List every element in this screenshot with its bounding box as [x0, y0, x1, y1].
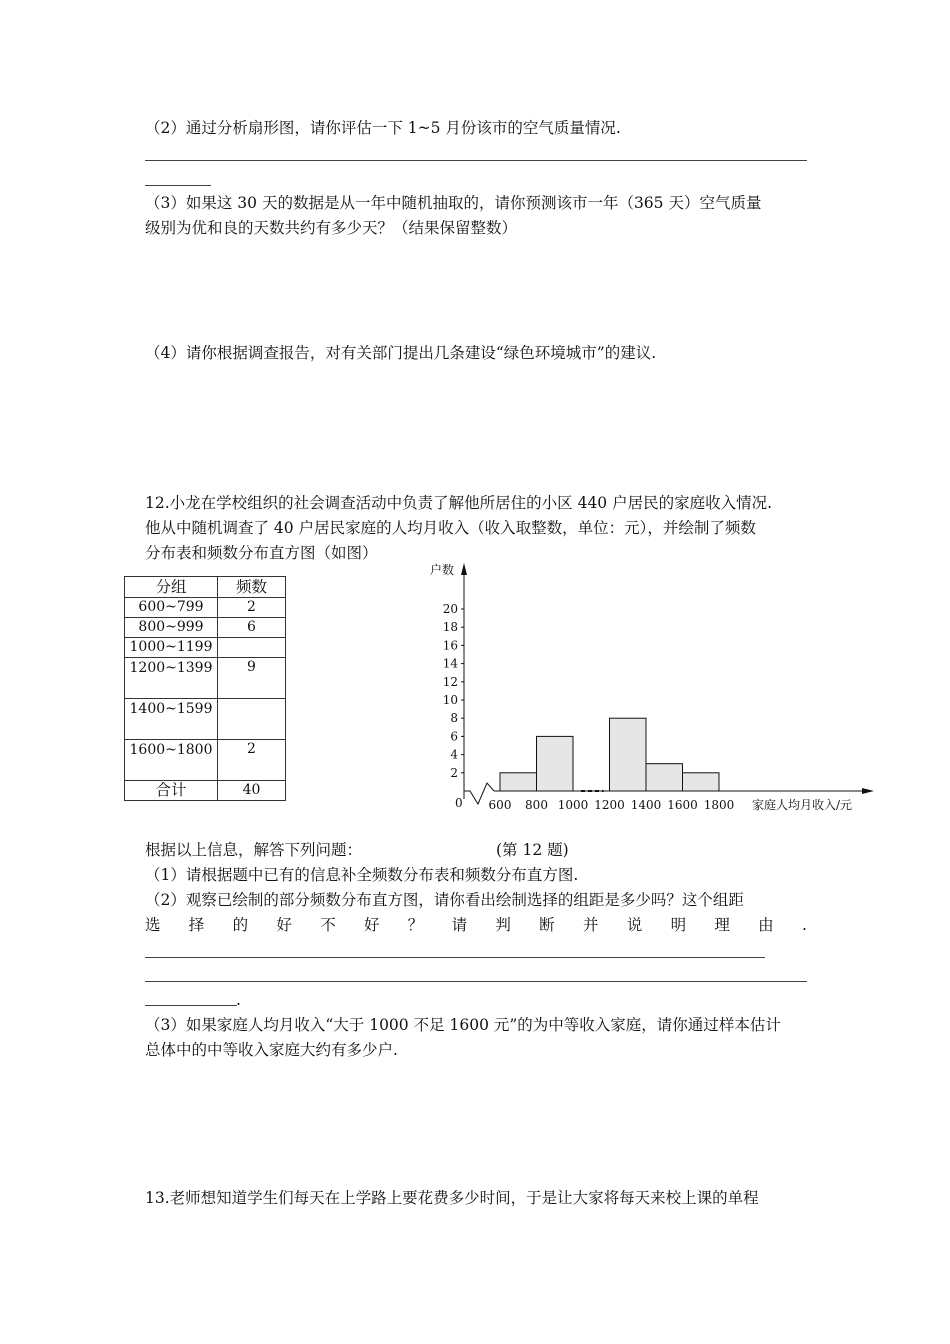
histogram-bar	[500, 773, 537, 791]
y-tick-label: 18	[442, 620, 458, 635]
q11-part4: （4）请你根据调查报告，对有关部门提出几条建设“绿色环境城市”的建议.	[145, 344, 657, 362]
y-tick-label: 8	[450, 711, 458, 726]
x-tick-label: 1600	[667, 798, 698, 812]
histogram-bar	[537, 736, 574, 791]
x-tick-label: 1800	[703, 798, 735, 812]
q12-part1: （1）请根据题中已有的信息补全频数分布表和频数分布直方图.	[145, 866, 579, 884]
q11-part3-line2: 级别为优和良的天数共约有多少天？（结果保留整数）	[145, 219, 518, 237]
table-header-group: 分组	[125, 577, 218, 598]
x-tick-label: 800	[525, 798, 548, 812]
q12-part2-line2	[145, 915, 807, 935]
spread-char: 选	[145, 916, 161, 934]
x-tick-label: 1200	[594, 798, 625, 812]
q12-intro-line3: 分布表和频数分布直方图（如图）	[145, 544, 378, 562]
y-axis-arrow	[461, 563, 467, 575]
q12-part3-line1: （3）如果家庭人均月收入“大于 1000 不足 1600 元”的为中等收入家庭，请你通过样本估计	[145, 1016, 781, 1034]
q11-part2: （2）通过分析扇形图，请你评估一下 1~5 月份该市的空气质量情况.	[145, 119, 621, 137]
x-axis-arrow	[862, 788, 874, 794]
y-tick-label: 4	[450, 747, 458, 762]
q11-part3-line1: （3）如果这 30 天的数据是从一年中随机抽取的，请你预测该市一年（365 天）空气质量	[145, 194, 762, 212]
spread-char: 断	[539, 916, 555, 934]
table-total-label: 合计	[125, 781, 218, 801]
table-cell-freq: 2	[218, 740, 286, 781]
table-cell-group: 600~799	[125, 598, 218, 618]
answer-line	[145, 981, 807, 982]
y-tick-label: 20	[442, 602, 458, 616]
answer-line	[145, 1005, 237, 1006]
spread-char: 好	[363, 916, 380, 934]
table-cell-group: 800~999	[125, 618, 218, 638]
q12-part2-line1: （2）观察已绘制的部分频数分布直方图，请你看出绘制选择的组距是多少吗？这个组距	[145, 891, 744, 909]
table-cell-freq: 6	[218, 618, 286, 638]
table-cell-group: 1200~1399	[125, 658, 218, 699]
spread-char: 请	[451, 916, 468, 934]
table-cell-group: 1400~1599	[125, 699, 218, 740]
spread-char: 不	[320, 916, 336, 934]
spread-char: .	[801, 916, 807, 934]
q12-intro-line2: 他从中随机调查了 40 户居民家庭的人均月收入（收入取整数，单位：元），并绘制了频数	[145, 519, 756, 537]
table-total-value: 40	[218, 781, 286, 801]
table-cell-group: 1600~1800	[125, 740, 218, 781]
spread-char: 择	[188, 916, 205, 934]
answer-line	[145, 957, 765, 958]
table-header-freq: 频数	[218, 577, 286, 598]
q12-intro-line1: 12.小龙在学校组织的社会调查活动中负责了解他所居住的小区 440 户居民的家庭收入情况.	[145, 494, 773, 512]
histogram-bar	[610, 718, 647, 791]
spread-char: 判	[495, 916, 511, 934]
q12-answer-prompt: 根据以上信息，解答下列问题：	[145, 841, 363, 859]
spread-char: 的	[232, 916, 249, 934]
q13-intro: 13.老师想知道学生们每天在上学路上要花费多少时间，于是让大家将每天来校上课的单程	[145, 1189, 759, 1207]
table-cell-freq: 2	[218, 598, 286, 618]
histogram-bar	[646, 764, 683, 791]
y-tick-label: 16	[442, 638, 458, 653]
spread-char: ？	[407, 916, 424, 934]
spread-char: 明	[670, 916, 687, 934]
x-tick-label: 1000	[557, 798, 589, 812]
y-tick-label: 10	[442, 693, 458, 707]
spread-char: 由	[758, 916, 774, 934]
origin-label: 0	[455, 796, 463, 810]
q12-part3-line2: 总体中的中等收入家庭大约有多少户.	[145, 1041, 398, 1059]
spread-char: 说	[626, 916, 643, 934]
y-tick-label: 6	[450, 729, 458, 744]
period: .	[236, 991, 241, 1009]
histogram-plot	[430, 562, 874, 812]
y-tick-label: 14	[442, 656, 458, 671]
table-cell-freq: 9	[218, 658, 286, 699]
y-axis-label: 户数	[430, 563, 455, 577]
x-tick-label: 1400	[630, 798, 662, 812]
figure-caption: (第 12 题)	[496, 841, 569, 859]
spread-char: 并	[582, 916, 599, 934]
histogram-bar	[683, 773, 720, 791]
x-axis-label: 家庭人均月收入/元	[752, 798, 853, 812]
y-tick-label: 2	[450, 765, 458, 780]
spread-char: 理	[714, 916, 730, 934]
x-tick-label: 600	[488, 798, 512, 812]
table-cell-group: 1000~1199	[125, 638, 218, 658]
spread-char: 好	[276, 916, 292, 934]
y-tick-label: 12	[442, 674, 458, 689]
